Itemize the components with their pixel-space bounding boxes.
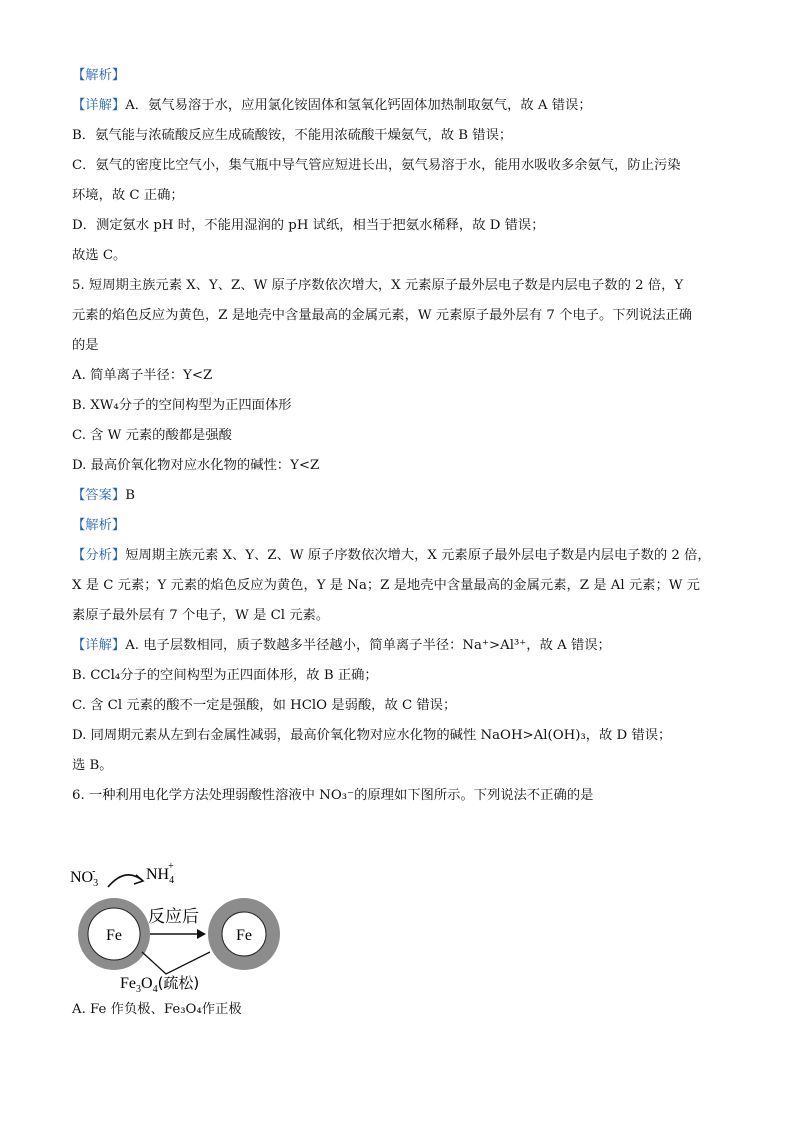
text-line (72, 246, 732, 266)
section-tag: 【解析】 (72, 518, 126, 533)
fe-left-label: Fe (106, 927, 122, 944)
line-text: 环境，故 C 正确； (72, 188, 184, 203)
line-text: 元素的焰色反应为黄色，Z 是地壳中含量最高的金属元素，W 元素原子最外层有 7 个电子。下列说法正确 (72, 308, 693, 323)
text-line (72, 666, 732, 686)
text-line (72, 636, 732, 656)
electrochemistry-diagram (70, 852, 310, 1002)
text-line (72, 696, 732, 716)
text-line (72, 156, 732, 176)
line-text: B. XW₄分子的空间构型为正四面体形 (72, 398, 292, 413)
text-line (72, 756, 732, 776)
text-line (72, 186, 732, 206)
section-tag: 【详解】 (72, 638, 126, 653)
text-line (72, 366, 732, 386)
line-text: 短周期主族元素 X、Y、Z、W 原子序数依次增大，X 元素原子最外层电子数是内层电子数的 2 倍， (125, 548, 711, 563)
line-text: C．氨气的密度比空气小，集气瓶中导气管应短进长出，氨气易溶于水，能用水吸收多余氨气，防止污染 (72, 158, 681, 173)
text-line (72, 66, 732, 86)
line-text: D. 同周期元素从左到右金属性减弱，最高价氧化物对应水化物的碱性 NaOH>Al(OH)₃，故 D 错误； (72, 728, 672, 743)
section-tag: 【解析】 (72, 68, 126, 83)
oxide-label: $Fe_3O_4$(疏松) (120, 974, 200, 995)
line-text: 选 B。 (72, 758, 113, 773)
text-line (72, 546, 732, 566)
text-line (72, 486, 732, 506)
text-line (72, 726, 732, 746)
line-text: A. 电子层数相同，质子数越多半径越小，简单离子半径：Na⁺>Al³⁺，故 A 错误； (125, 638, 611, 653)
line-text: 故选 C。 (72, 248, 127, 263)
text-line (72, 216, 732, 236)
text-line (72, 426, 732, 446)
line-text: D. 最高价氧化物对应水化物的碱性：Y<Z (72, 458, 320, 473)
text-line (72, 456, 732, 476)
line-text: D．测定氨水 pH 时，不能用湿润的 pH 试纸，相当于把氨水稀释，故 D 错误； (72, 218, 545, 233)
line-text: A. Fe 作负极、Fe₃O₄作正极 (72, 1002, 242, 1017)
arrow-label: 反应后 (148, 907, 199, 927)
text-line (72, 786, 732, 806)
text-line (72, 126, 732, 146)
text-line (72, 606, 732, 626)
no3-label: $NO_3-$ (70, 866, 99, 889)
text-line (72, 1000, 732, 1020)
text-line (72, 306, 732, 326)
oxide-pointer (142, 952, 210, 974)
line-text: A．氨气易溶于水，应用氯化铵固体和氢氧化钙固体加热制取氨气，故 A 错误； (125, 98, 592, 113)
line-text: C. 含 Cl 元素的酸不一定是强酸，如 HClO 是弱酸，故 C 错误； (72, 698, 457, 713)
section-tag: 【详解】 (72, 98, 126, 113)
text-line (72, 516, 732, 536)
text-line (72, 336, 732, 356)
line-text: B. CCl₄分子的空间构型为正四面体形，故 B 正确； (72, 668, 378, 683)
line-text: X 是 C 元素；Y 元素的焰色反应为黄色，Y 是 Na；Z 是地壳中含量最高的金属元素，Z 是 Al 元素；W 元 (72, 578, 700, 593)
line-text: 5. 短周期主族元素 X、Y、Z、W 原子序数依次增大，X 元素原子最外层电子数是内层电子数的 2 倍，Y (72, 278, 684, 293)
line-text: B．氨气能与浓硫酸反应生成硫酸铵，不能用浓硫酸干燥氨气，故 B 错误； (72, 128, 513, 143)
section-tag: 【分析】 (72, 548, 126, 563)
line-text: C. 含 W 元素的酸都是强酸 (72, 428, 232, 443)
line-text: B (125, 488, 135, 503)
text-line (72, 576, 732, 596)
line-text: 6. 一种利用电化学方法处理弱酸性溶液中 NO₃⁻的原理如下图所示。下列说法不正确的是 (72, 788, 594, 803)
section-tag: 【答案】 (72, 488, 126, 503)
nh4-label: $NH_4+$ (146, 861, 175, 886)
text-line (72, 396, 732, 416)
text-line (72, 276, 732, 296)
line-text: 的是 (72, 338, 99, 353)
text-line (72, 96, 732, 116)
line-text: A. 简单离子半径：Y<Z (72, 368, 213, 383)
fe-right-label: Fe (236, 927, 252, 944)
line-text: 素原子最外层有 7 个电子，W 是 Cl 元素。 (72, 608, 330, 623)
